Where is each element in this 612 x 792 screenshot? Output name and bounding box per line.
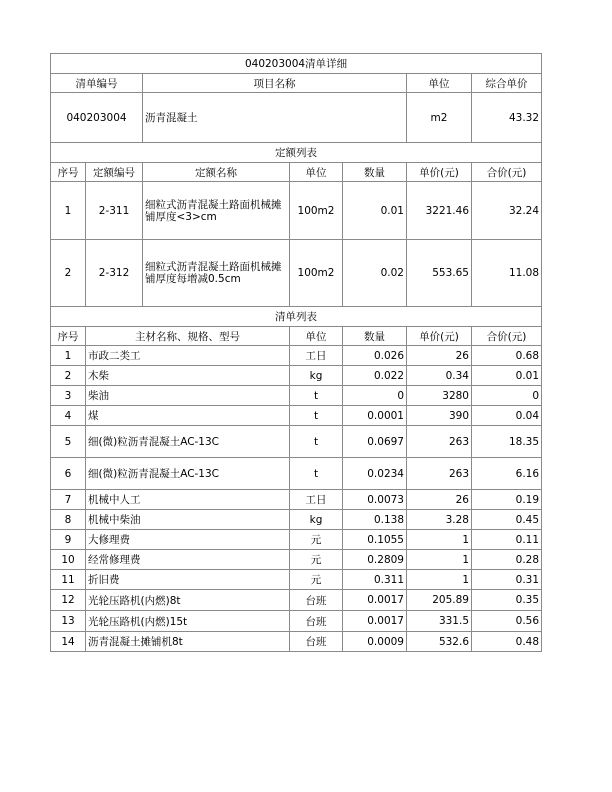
- material-unit-price: 331.5: [407, 611, 472, 632]
- material-unit-price: 26: [407, 490, 472, 510]
- material-row: [51, 458, 542, 490]
- material-row: [51, 550, 542, 570]
- material-qty: 0.138: [343, 510, 407, 530]
- material-unit-price: 263: [407, 426, 472, 458]
- material-unit-price: 0.34: [407, 366, 472, 386]
- material-seq: 11: [51, 570, 86, 590]
- material-seq: 4: [51, 406, 86, 426]
- material-unit-price: 1: [407, 570, 472, 590]
- list-item-price: 43.32: [472, 93, 542, 143]
- quota-code: 2-312: [86, 240, 143, 307]
- quota-section-title: 定额列表: [51, 143, 542, 163]
- material-unit-price: 3280: [407, 386, 472, 406]
- material-row: [51, 366, 542, 386]
- quota-code: 2-311: [86, 182, 143, 240]
- material-total: 0.68: [472, 346, 542, 366]
- quota-code-header: 定额编号: [86, 163, 143, 182]
- material-total: 0.28: [472, 550, 542, 570]
- material-name: 光轮压路机(内燃)15t: [86, 611, 290, 632]
- material-name: 机械中人工: [86, 490, 290, 510]
- material-seq: 2: [51, 366, 86, 386]
- material-unit: 工日: [290, 346, 343, 366]
- material-row: [51, 590, 542, 611]
- material-total: 18.35: [472, 426, 542, 458]
- quota-total: 11.08: [472, 240, 542, 307]
- material-unit-price: 263: [407, 458, 472, 490]
- material-row: [51, 346, 542, 366]
- material-qty: 0.0001: [343, 406, 407, 426]
- quota-unit-header: 单位: [290, 163, 343, 182]
- material-qty: 0.1055: [343, 530, 407, 550]
- list-code-header: 清单编号: [51, 74, 143, 93]
- material-total: 0.45: [472, 510, 542, 530]
- material-row: [51, 406, 542, 426]
- material-total: 0.35: [472, 590, 542, 611]
- quota-unit-price: 553.65: [407, 240, 472, 307]
- quota-name: 细粒式沥青混凝土路面机械摊铺厚度每增减0.5cm: [143, 240, 290, 307]
- material-qty: 0.0073: [343, 490, 407, 510]
- table-title: 040203004清单详细: [51, 54, 542, 74]
- material-unit-price: 532.6: [407, 632, 472, 652]
- material-name: 大修理费: [86, 530, 290, 550]
- material-row: [51, 530, 542, 550]
- material-name: 煤: [86, 406, 290, 426]
- material-name: 沥青混凝土摊铺机8t: [86, 632, 290, 652]
- material-seq: 10: [51, 550, 86, 570]
- material-total: 6.16: [472, 458, 542, 490]
- quota-total: 32.24: [472, 182, 542, 240]
- quota-name-header: 定额名称: [143, 163, 290, 182]
- material-qty: 0.311: [343, 570, 407, 590]
- quota-qty: 0.02: [343, 240, 407, 307]
- table-body: [51, 54, 542, 652]
- material-unit: t: [290, 386, 343, 406]
- material-total: 0.19: [472, 490, 542, 510]
- material-name: 市政二类工: [86, 346, 290, 366]
- material-unit: t: [290, 458, 343, 490]
- material-row: [51, 570, 542, 590]
- material-qty-header: 数量: [343, 327, 407, 346]
- quota-row: [51, 240, 542, 307]
- material-seq-header: 序号: [51, 327, 86, 346]
- material-unit-price: 3.28: [407, 510, 472, 530]
- material-seq: 6: [51, 458, 86, 490]
- quota-seq-header: 序号: [51, 163, 86, 182]
- material-row: [51, 510, 542, 530]
- quota-qty-header: 数量: [343, 163, 407, 182]
- material-row: [51, 611, 542, 632]
- quota-unit: 100m2: [290, 182, 343, 240]
- list-item-row: [51, 93, 542, 143]
- list-item-code: 040203004: [51, 93, 143, 143]
- list-header-row: [51, 74, 542, 93]
- material-unit-price: 1: [407, 530, 472, 550]
- material-name: 经常修理费: [86, 550, 290, 570]
- quota-header-row: [51, 163, 542, 182]
- quota-unit: 100m2: [290, 240, 343, 307]
- material-row: [51, 386, 542, 406]
- material-seq: 8: [51, 510, 86, 530]
- material-unit: 元: [290, 550, 343, 570]
- list-unit-header: 单位: [407, 74, 472, 93]
- material-seq: 7: [51, 490, 86, 510]
- material-qty: 0: [343, 386, 407, 406]
- material-qty: 0.0017: [343, 611, 407, 632]
- material-total-header: 合价(元): [472, 327, 542, 346]
- material-unit: 台班: [290, 590, 343, 611]
- material-qty: 0.0009: [343, 632, 407, 652]
- material-total: 0.31: [472, 570, 542, 590]
- material-total: 0.04: [472, 406, 542, 426]
- material-unit: 台班: [290, 632, 343, 652]
- material-total: 0.01: [472, 366, 542, 386]
- material-total: 0.11: [472, 530, 542, 550]
- material-total: 0.56: [472, 611, 542, 632]
- material-name: 机械中柴油: [86, 510, 290, 530]
- material-header-row: [51, 327, 542, 346]
- material-seq: 14: [51, 632, 86, 652]
- material-row: [51, 426, 542, 458]
- material-qty: 0.2809: [343, 550, 407, 570]
- material-unit: 元: [290, 530, 343, 550]
- material-unit: 台班: [290, 611, 343, 632]
- material-qty: 0.0697: [343, 426, 407, 458]
- material-seq: 5: [51, 426, 86, 458]
- material-qty: 0.026: [343, 346, 407, 366]
- material-section-title: 清单列表: [51, 307, 542, 327]
- list-name-header: 项目名称: [143, 74, 407, 93]
- material-seq: 9: [51, 530, 86, 550]
- bill-detail-table: [50, 53, 542, 652]
- material-total: 0.48: [472, 632, 542, 652]
- material-qty: 0.0234: [343, 458, 407, 490]
- material-qty: 0.022: [343, 366, 407, 386]
- quota-seq: 2: [51, 240, 86, 307]
- material-seq: 12: [51, 590, 86, 611]
- material-seq: 1: [51, 346, 86, 366]
- material-name: 木柴: [86, 366, 290, 386]
- material-row: [51, 632, 542, 652]
- quota-name: 细粒式沥青混凝土路面机械摊铺厚度<3>cm: [143, 182, 290, 240]
- material-name-header: 主材名称、规格、型号: [86, 327, 290, 346]
- material-unit-price: 205.89: [407, 590, 472, 611]
- material-unit-header: 单位: [290, 327, 343, 346]
- material-seq: 13: [51, 611, 86, 632]
- material-name: 细(微)粒沥青混凝土AC-13C: [86, 458, 290, 490]
- quota-unit-price: 3221.46: [407, 182, 472, 240]
- material-unit: kg: [290, 366, 343, 386]
- quota-section-row: [51, 143, 542, 163]
- material-unit-price: 26: [407, 346, 472, 366]
- material-unit: t: [290, 406, 343, 426]
- material-name: 细(微)粒沥青混凝土AC-13C: [86, 426, 290, 458]
- material-total: 0: [472, 386, 542, 406]
- material-seq: 3: [51, 386, 86, 406]
- list-item-unit: m2: [407, 93, 472, 143]
- quota-seq: 1: [51, 182, 86, 240]
- material-unit: kg: [290, 510, 343, 530]
- quota-row: [51, 182, 542, 240]
- material-unit: t: [290, 426, 343, 458]
- material-qty: 0.0017: [343, 590, 407, 611]
- quota-qty: 0.01: [343, 182, 407, 240]
- material-unit-price-header: 单价(元): [407, 327, 472, 346]
- list-item-name: 沥青混凝土: [143, 93, 407, 143]
- material-row: [51, 490, 542, 510]
- quota-unit-price-header: 单价(元): [407, 163, 472, 182]
- material-unit-price: 390: [407, 406, 472, 426]
- list-price-header: 综合单价: [472, 74, 542, 93]
- material-name: 光轮压路机(内燃)8t: [86, 590, 290, 611]
- material-section-row: [51, 307, 542, 327]
- material-unit: 元: [290, 570, 343, 590]
- quota-total-header: 合价(元): [472, 163, 542, 182]
- material-unit-price: 1: [407, 550, 472, 570]
- material-name: 折旧费: [86, 570, 290, 590]
- material-name: 柴油: [86, 386, 290, 406]
- material-unit: 工日: [290, 490, 343, 510]
